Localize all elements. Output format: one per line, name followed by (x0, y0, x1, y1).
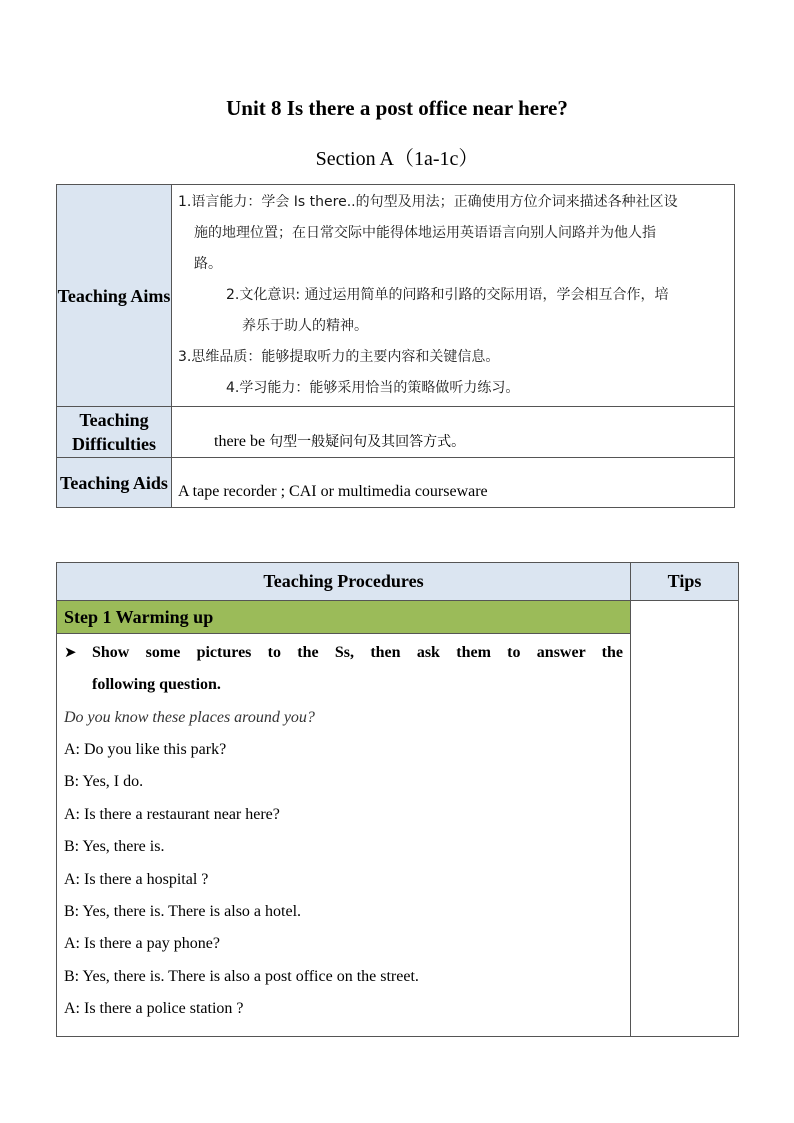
teaching-info-table (56, 184, 735, 508)
dialog-line: B: Yes, there is. There is also a post office on the street. (64, 967, 419, 985)
instruction-text: Show some pictures to the Ss, then ask them to answer the (92, 644, 623, 661)
procedures-header: Teaching Procedures (57, 563, 631, 601)
teaching-aids-label: Teaching Aids (57, 458, 172, 508)
teaching-difficulties-label: Teaching Difficulties (57, 407, 172, 458)
aim-item-text: 1.语言能力：学会 Is there..的句型及用法；正确使用方位介词来描述各种社区设 (178, 194, 678, 210)
arrowhead-bullet-icon: ➤ (64, 643, 77, 661)
dialog-line: A: Is there a pay phone? (64, 935, 220, 953)
teaching-aims-content (172, 185, 735, 407)
tips-cell (631, 601, 739, 1037)
aim-item-text: 2.文化意识: 通过运用简单的问路和引路的交际用语，学会相互合作，培 (226, 287, 669, 303)
dialog-line: A: Do you like this park? (64, 741, 227, 758)
instruction-text-continued: following question. (92, 676, 221, 693)
aim-item (178, 280, 728, 342)
aim-item-text: 养乐于助人的精神。 (242, 318, 368, 334)
aim-item-text: 施的地理位置；在日常交际中能得体地运用英语语言向别人问路并为他人指 (194, 225, 656, 241)
section-subtitle: Section A（1a-1c） (315, 148, 479, 170)
tips-header: Tips (631, 563, 739, 601)
teaching-aids-content: A tape recorder ; CAI or multimedia courseware (172, 458, 735, 508)
aim-item-text: 4.学习能力：能够采用恰当的策略做听力练习。 (226, 380, 520, 396)
warmup-question: Do you know these places around you? (64, 709, 315, 726)
page-title: Unit 8 Is there a post office near here? (226, 96, 568, 120)
step-heading: Step 1 Warming up (57, 601, 631, 634)
step-content (57, 634, 631, 1037)
dialog-line: A: Is there a police station ? (64, 1000, 244, 1018)
dialog-line: A: Is there a hospital ? (64, 870, 209, 888)
aim-item-text: 3.思维品质：能够提取听力的主要内容和关键信息。 (178, 349, 500, 365)
teaching-procedures-table (56, 562, 739, 1037)
aim-item-text: 路。 (194, 256, 222, 272)
aim-item (178, 187, 728, 280)
teaching-difficulties-content (172, 407, 735, 458)
dialog-line: B: Yes, there is. (64, 838, 165, 856)
dialog-line: A: Is there a restaurant near here? (64, 805, 280, 823)
teaching-aims-label: Teaching Aims (57, 185, 172, 407)
dialog-line: B: Yes, I do. (64, 773, 144, 791)
dialog-line: B: Yes, there is. There is also a hotel. (64, 903, 302, 921)
aim-item (178, 342, 728, 373)
difficulties-en: there be (214, 433, 270, 450)
difficulties-zh: 句型一般疑问句及其回答方式。 (269, 434, 466, 450)
instruction-bullet (64, 636, 623, 669)
aim-item (178, 373, 728, 404)
